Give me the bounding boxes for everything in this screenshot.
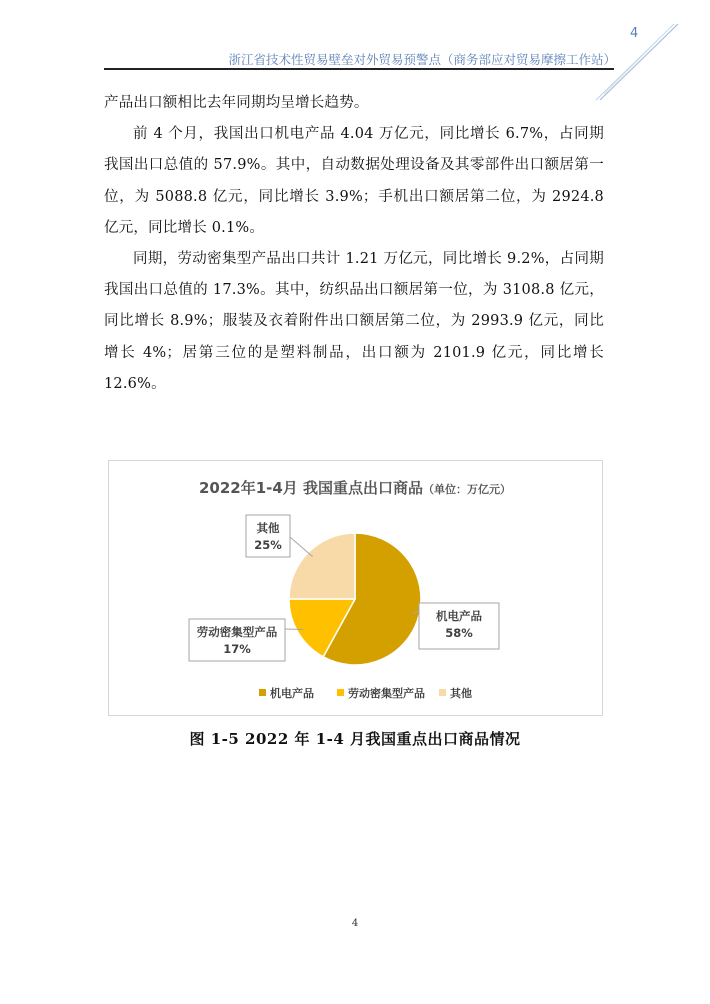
callout-value-1: 58% <box>445 626 473 640</box>
callout-label-2: 劳动密集型产品 <box>196 625 278 639</box>
callout-label-1: 机电产品 <box>436 609 482 623</box>
chart-title: 2022年1-4月 我国重点出口商品 <box>198 479 424 497</box>
header-page-number: 4 <box>630 26 639 41</box>
callout-label-3: 其他 <box>256 521 280 535</box>
paragraph-1: 产品出口额相比去年同期均呈增长趋势。 <box>104 95 369 111</box>
legend-label-3: 其他 <box>450 687 472 700</box>
paragraph-3: 同期，劳动密集型产品出口共计 1.21 万亿元，同比增长 9.2%，占同期我国出口总值的 17.3%。其中，纺织品出口额居第一位，为 3108.8 亿元，同比增长 8.9%；服装及衣着附件出口额居第二位，为 2993.9 亿元，同比增长 4%；居第三位的是塑料制品，出口额为 2101.9 亿元，同比增长 12.6%。 <box>104 251 604 392</box>
legend-label-2: 劳动密集型产品 <box>348 687 425 700</box>
chart-unit: （单位：万亿元） <box>423 483 512 496</box>
figure-caption: 图 1-5 2022 年 1-4 月我国重点出口商品情况 <box>189 730 521 748</box>
legend-label-1: 机电产品 <box>270 687 314 700</box>
pie-chart <box>108 460 603 716</box>
legend-swatch-1 <box>259 689 266 696</box>
header-rule <box>104 68 614 70</box>
callout-value-2: 17% <box>223 642 251 656</box>
svg-text:2022年1-4月 我国重点出口商品（单位：万亿元） <box>199 479 511 497</box>
header-title: 浙江省技术性贸易壁垒对外贸易预警点（商务部应对贸易摩擦工作站） <box>228 52 616 67</box>
legend-swatch-3 <box>439 689 446 696</box>
footer-page-number: 4 <box>351 918 359 929</box>
callout-leader-2 <box>285 629 303 630</box>
body-text <box>104 88 604 400</box>
callout-leader-3 <box>290 537 313 557</box>
callout-value-3: 25% <box>254 538 282 552</box>
pie-slice-3 <box>289 533 355 599</box>
paragraph-2: 前 4 个月，我国出口机电产品 4.04 万亿元，同比增长 6.7%，占同期我国出口总值的 57.9%。其中，自动数据处理设备及其零部件出口额居第一位，为 5088.8 亿元，同比增长 3.9%；手机出口额居第二位，为 2924.8 亿元，同比增长 0.1%。 <box>104 126 604 236</box>
legend-swatch-2 <box>337 689 344 696</box>
chart-legend <box>259 686 472 700</box>
